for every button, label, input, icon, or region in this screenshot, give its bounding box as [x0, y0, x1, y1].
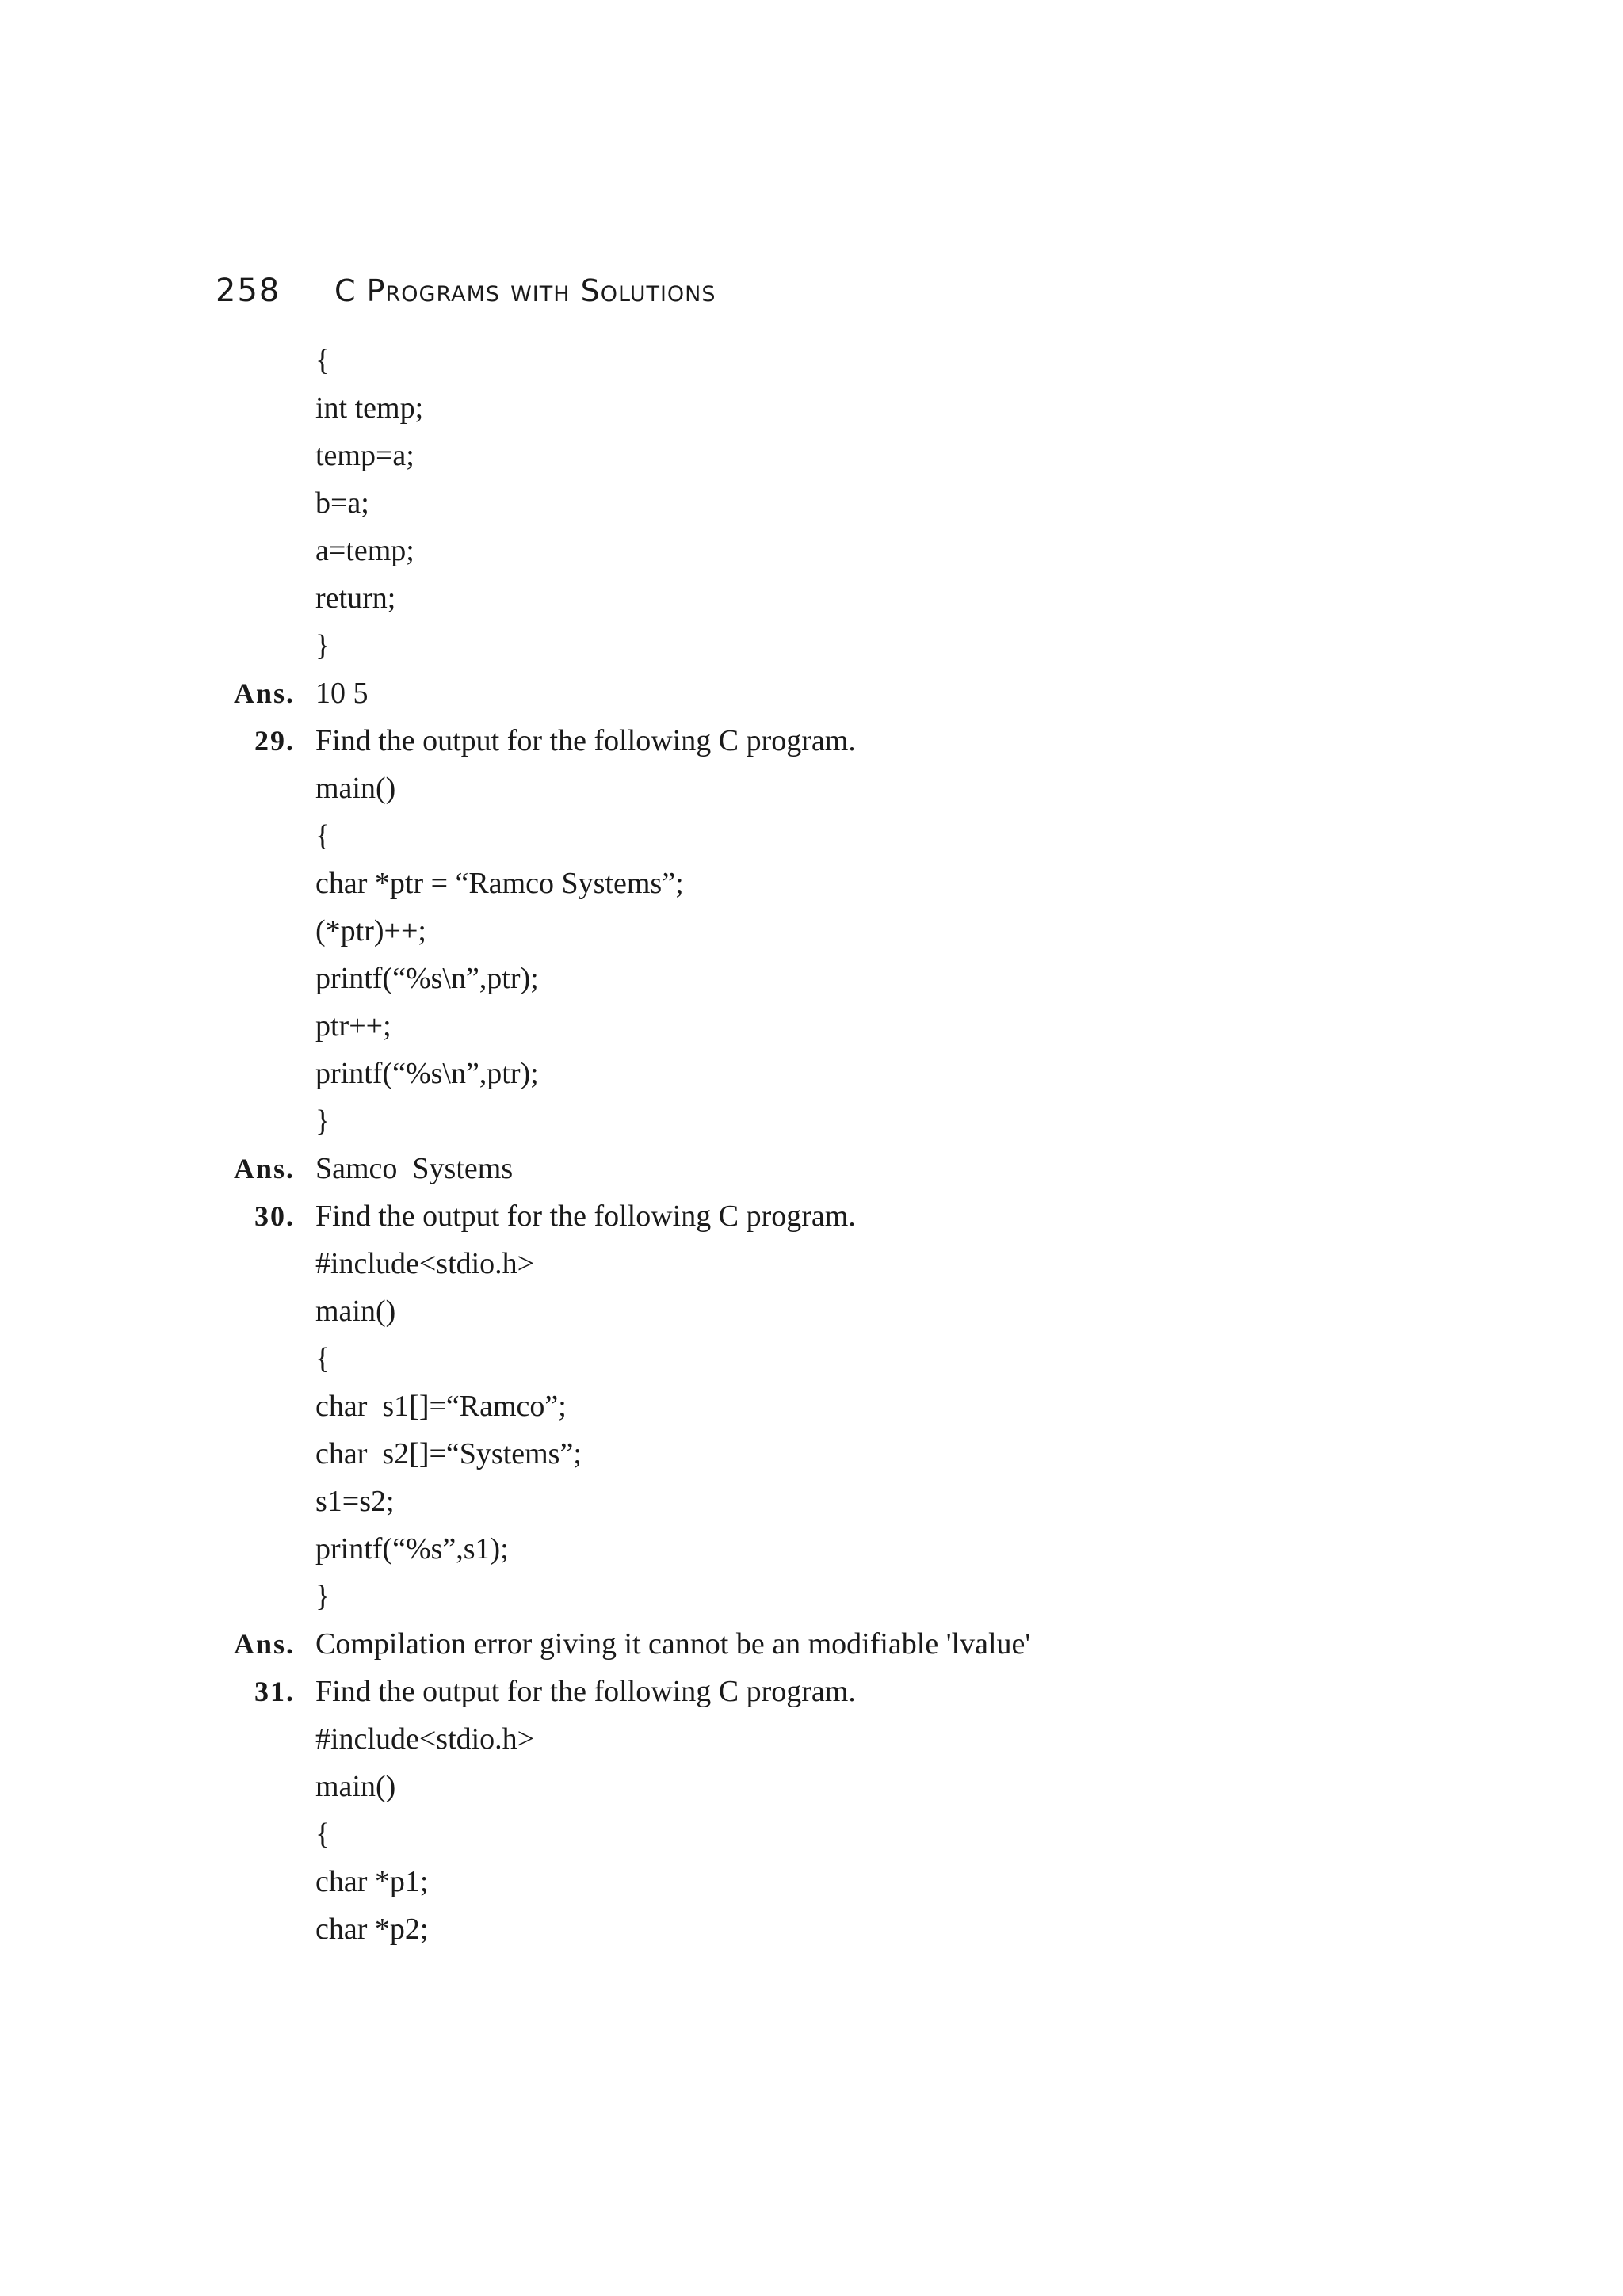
code-line [0, 384, 1623, 432]
line-text: return; [315, 582, 396, 615]
code-line [0, 1287, 1623, 1335]
running-title: C Programs with Solutions [334, 273, 716, 308]
question-number: 30. [254, 1200, 295, 1232]
code-line [0, 622, 1623, 669]
line-text: Find the output for the following C program. [315, 1199, 856, 1233]
line-text: (*ptr)++; [315, 914, 426, 948]
answer-line [0, 1620, 1623, 1668]
code-line [0, 1050, 1623, 1097]
code-line [0, 1002, 1623, 1050]
code-line [0, 1573, 1623, 1620]
line-text: char s1[]=“Ramco”; [315, 1390, 567, 1423]
code-line [0, 1858, 1623, 1905]
code-line [0, 1478, 1623, 1525]
code-line [0, 1335, 1623, 1383]
code-line [0, 1715, 1623, 1763]
line-text: char *p1; [315, 1865, 429, 1898]
line-text: ptr++; [315, 1009, 391, 1043]
line-text: Find the output for the following C program. [315, 724, 856, 757]
line-text: { [315, 1342, 330, 1375]
line-text: { [315, 819, 330, 852]
code-line [0, 479, 1623, 527]
code-line [0, 1240, 1623, 1287]
code-line [0, 574, 1623, 622]
code-line [0, 765, 1623, 812]
answer-label: Ans. [233, 677, 295, 709]
page-body [0, 337, 1623, 1953]
code-line [0, 527, 1623, 574]
code-line [0, 1810, 1623, 1858]
line-text: #include<stdio.h> [315, 1247, 535, 1280]
line-text: main() [315, 1770, 396, 1803]
line-text: } [315, 1580, 330, 1613]
line-text: { [315, 344, 330, 377]
line-text: char s2[]=“Systems”; [315, 1437, 582, 1470]
line-text: main() [315, 772, 396, 805]
code-line [0, 1763, 1623, 1810]
line-text: } [315, 629, 330, 662]
code-line [0, 1430, 1623, 1478]
code-line [0, 812, 1623, 860]
line-text: printf(“%s\n”,ptr); [315, 962, 539, 995]
code-line [0, 1525, 1623, 1573]
line-text: Find the output for the following C program. [315, 1675, 856, 1708]
code-line [0, 337, 1623, 384]
line-text: Samco Systems [315, 1152, 514, 1185]
question-line [0, 717, 1623, 765]
page-header [216, 273, 716, 320]
question-line [0, 1192, 1623, 1240]
line-text: char *p2; [315, 1913, 429, 1946]
line-text: printf(“%s\n”,ptr); [315, 1057, 539, 1090]
code-line [0, 432, 1623, 479]
code-line [0, 907, 1623, 955]
code-line [0, 1905, 1623, 1953]
line-text: int temp; [315, 391, 424, 425]
code-line [0, 1097, 1623, 1145]
answer-line [0, 1145, 1623, 1192]
question-number: 31. [254, 1676, 295, 1707]
line-text: } [315, 1104, 330, 1138]
line-text: a=temp; [315, 534, 414, 567]
code-line [0, 955, 1623, 1002]
line-text: { [315, 1817, 330, 1851]
page-number: 258 [216, 273, 281, 309]
line-text: main() [315, 1295, 396, 1328]
line-text: temp=a; [315, 439, 414, 472]
line-text: b=a; [315, 486, 369, 520]
answer-line [0, 669, 1623, 717]
line-text: printf(“%s”,s1); [315, 1532, 509, 1566]
line-text: #include<stdio.h> [315, 1722, 535, 1756]
code-line [0, 1383, 1623, 1430]
answer-label: Ans. [233, 1628, 295, 1660]
line-text: char *ptr = “Ramco Systems”; [315, 867, 684, 900]
answer-label: Ans. [233, 1153, 295, 1184]
line-text: s1=s2; [315, 1485, 395, 1518]
question-line [0, 1668, 1623, 1715]
question-number: 29. [254, 725, 295, 757]
code-line [0, 860, 1623, 907]
line-text: 10 5 [315, 677, 369, 710]
line-text: Compilation error giving it cannot be an modifiable 'lvalue' [315, 1627, 1031, 1661]
